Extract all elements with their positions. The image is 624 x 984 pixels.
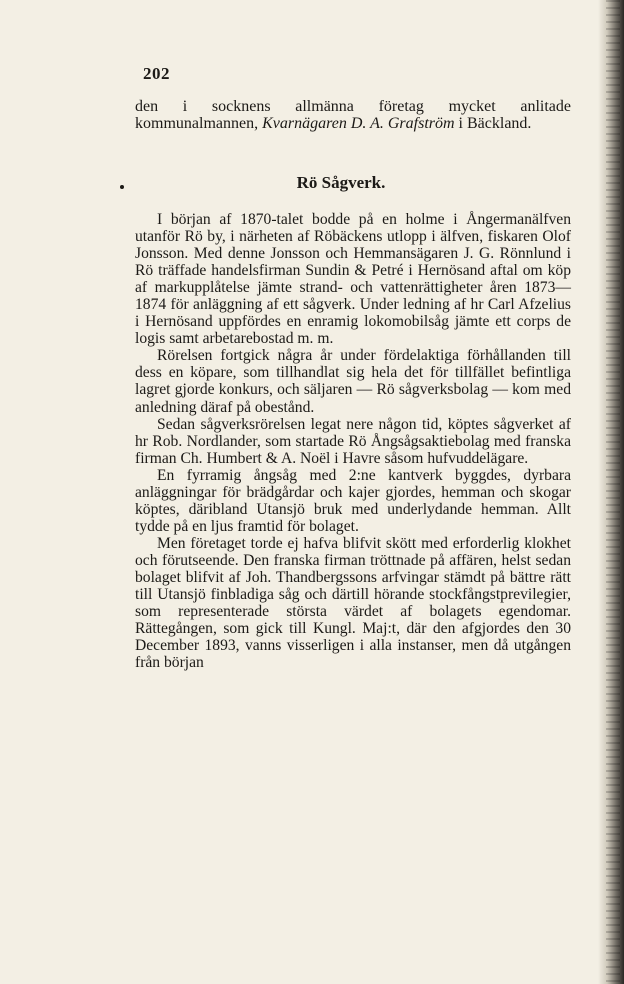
intro-text-end: i Bäckland.: [458, 115, 532, 133]
intro-text-start: den i socknens allmänna företag mycket anlitade kommunalmannen,: [135, 98, 571, 133]
intro-paragraph: [135, 98, 571, 132]
intro-italic-name: Kvarnägaren D. A. Grafström: [262, 115, 455, 133]
section-body: [135, 211, 571, 671]
paragraph-5: Men företaget torde ej hafva blifvit skött med erforderlig klokhet och förutseende. Den franska firman tröttnade på affären, helst sedan bolaget blifvit af Joh. Thandbergssons arfvingar stämdt på bättre rätt till Utansjö finbladiga såg och därtill hörande stockfångstprevilegier, som representerade största värdet af bolagets egendomar. Rättegången, som gick till Kungl. Maj:t, där den afgjordes den 30 December 1893, vanns visserligen i alla instanser, men då utgången från början: [135, 534, 571, 672]
paragraph-4: En fyrramig ångsåg med 2:ne kantverk byggdes, dyrbara anläggningar för brädgårdar och kajer gjordes, hemman och skogar köptes, däribland Utansjö bruk med underlydande hemman. Allt tydde på en ljus framtid för bolaget.: [135, 466, 571, 535]
page-number: 202: [143, 64, 170, 83]
section-heading: Rö Sågverk.: [296, 173, 386, 192]
page-edge-texture: [606, 0, 620, 984]
paragraph-1: I början af 1870-talet bodde på en holme i Ångermanälfven utanför Rö by, i närheten af Röbäckens utlopp i älfven, fiskaren Olof Jonsson. Med denne Jonsson och Hemmansägaren J. G. Rönnlund i Rö träffade handelsfirman Sundin & Petré i Hernösand aftal om köp af markupplåtelse jämte strand- och vattenrättigheter åren 1873—1874 för anläggning af ett sågverk. Under ledning af hr Carl Afzelius i Hernösand uppfördes en enramig lokomobilsåg jämte ett corps de logis samt arbetarebostad m. m.: [135, 211, 571, 348]
paragraph-2: Rörelsen fortgick några år under fördelaktiga förhållanden till dess en köpare, som tillhandlat sig hela det för tillfället befintliga lagret gjorde konkurs, och säljaren — Rö sågverksbolag — kom med anledning däraf på obestånd.: [135, 347, 571, 416]
paragraph-3: Sedan sågverksrörelsen legat nere någon tid, köptes sågverket af hr Rob. Nordlander, som startade Rö Ångsågsaktiebolag med franska firman Ch. Humbert & A. Noël i Havre såsom hufvuddelägare.: [135, 415, 571, 467]
